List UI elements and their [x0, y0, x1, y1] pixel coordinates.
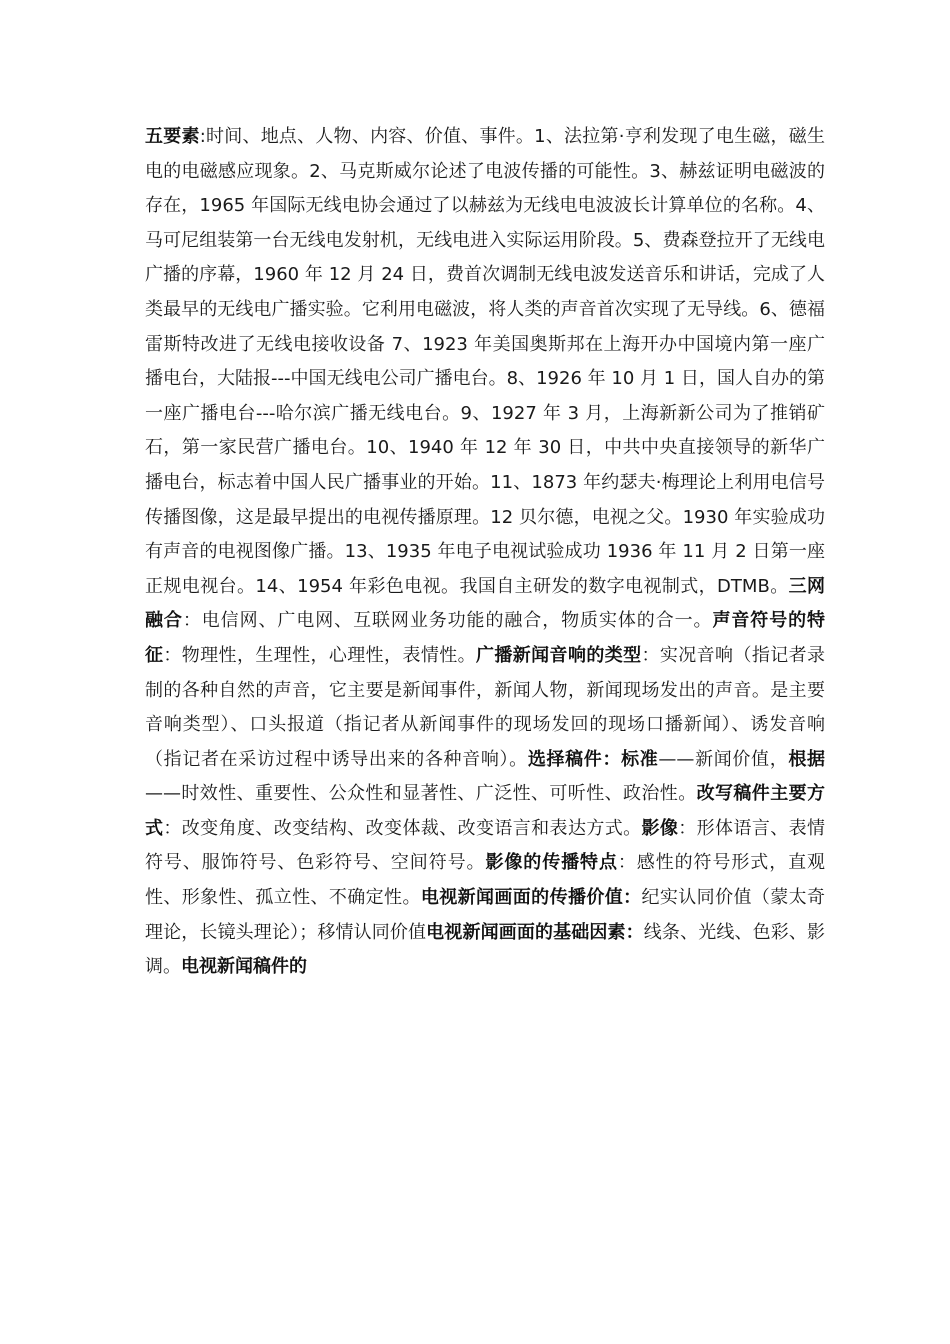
body-text-run: ——时效性、重要性、公众性和显著性、广泛性、可听性、政治性。 [145, 783, 697, 805]
bold-term: 影像的传播特点 [485, 852, 618, 874]
bold-term: 根据 [788, 748, 826, 770]
body-text-run: ：形体语言、表情符号、服饰符号、色彩符号、空间符号。 [145, 817, 826, 874]
bold-term: 电视新闻画面的基础因素： [426, 921, 644, 943]
body-paragraph [145, 120, 825, 985]
bold-term: 影像 [641, 817, 679, 839]
body-text-run: 纪实认同价值（蒙太奇理论，长镜头理论）；移情认同价值 [145, 887, 826, 943]
body-text-run: ：电信网、广电网、互联网业务功能的融合，物质实体的合一。 [182, 610, 713, 632]
bold-term: 电视新闻画面的传播价值： [420, 887, 642, 909]
body-text-run: 线条、光线、色彩、影调。 [145, 921, 826, 978]
body-text-run: ：感性的符号形式，直观性、形象性、孤立性、不确定性。 [145, 852, 826, 909]
bold-term: 改写稿件主要方式 [145, 783, 826, 839]
body-text-run: ：实况音响（指记者录制的各种自然的声音，它主要是新闻事件，新闻人物，新闻现场发出的声音。是主要音响类型）、口头报道（指记者从新闻事件的现场发回的现场口播新闻）、诱发音响（指记者在采访过程中诱导出来的各种音响）。 [145, 644, 825, 770]
body-text-run: :时间、地点、人物、内容、价值、事件。1、法拉第·亨利发现了电生磁，磁生电的电磁感应现象。2、马克斯威尔论述了电波传播的可能性。3、赫兹证明电磁波的存在，1965 年国际无线电协会通过了以赫兹为无线电电波波长计算单位的名称。4、马可尼组装第一台无线电发射机，无线电进入实际运用阶段。5、费森登拉开了无线电广播的序幕，1960 年 12 月 24 日，费首次调制无线电波发送音乐和讲话，完成了人类最早的无线电广播实验。它利用电磁波，将人类的声音首次实现了无导线。6、德福雷斯特改进了无线电接收设备 7、1923 年美国奥斯邦在上海开办中国境内第一座广播电台，大陆报---中国无线电公司广播电台。8、1926 年 10 月 1 日，国人自办的第一座广播电台---哈尔滨广播无线电台。9、1927 年 3 月，上海新新公司为了推销矿石，第一家民营广播电台。10、1940 年 12 年 30 日，中共中央直接领导的新华广播电台，标志着中国人民广播事业的开始。11、1873 年约瑟夫·梅理论上利用电信号传播图像，这是最早提出的电视传播原理。12 贝尔德，电视之父。1930 年实验成功有声音的电视图像广播。13、1935 年电子电视试验成功 1936 年 11 月 2 日第一座正规电视台。14、1954 年彩色电视。我国自主研发的数字电视制式，DTMB。 [145, 126, 825, 597]
bold-term: 五要素 [145, 126, 200, 147]
bold-term: 声音符号的特征 [145, 610, 826, 666]
bold-term: 三网融合 [145, 575, 825, 632]
bold-term: 广播新闻音响的类型 [476, 644, 642, 666]
bold-term: 选择稿件：标准 [527, 748, 659, 770]
body-text-run: ：物理性，生理性，心理性，表情性。 [163, 644, 476, 666]
body-text-run: ——新闻价值， [658, 748, 789, 770]
body-text-run: ：改变角度、改变结构、改变体裁、改变语言和表达方式。 [163, 817, 642, 839]
bold-term: 电视新闻稿件的 [181, 956, 307, 978]
